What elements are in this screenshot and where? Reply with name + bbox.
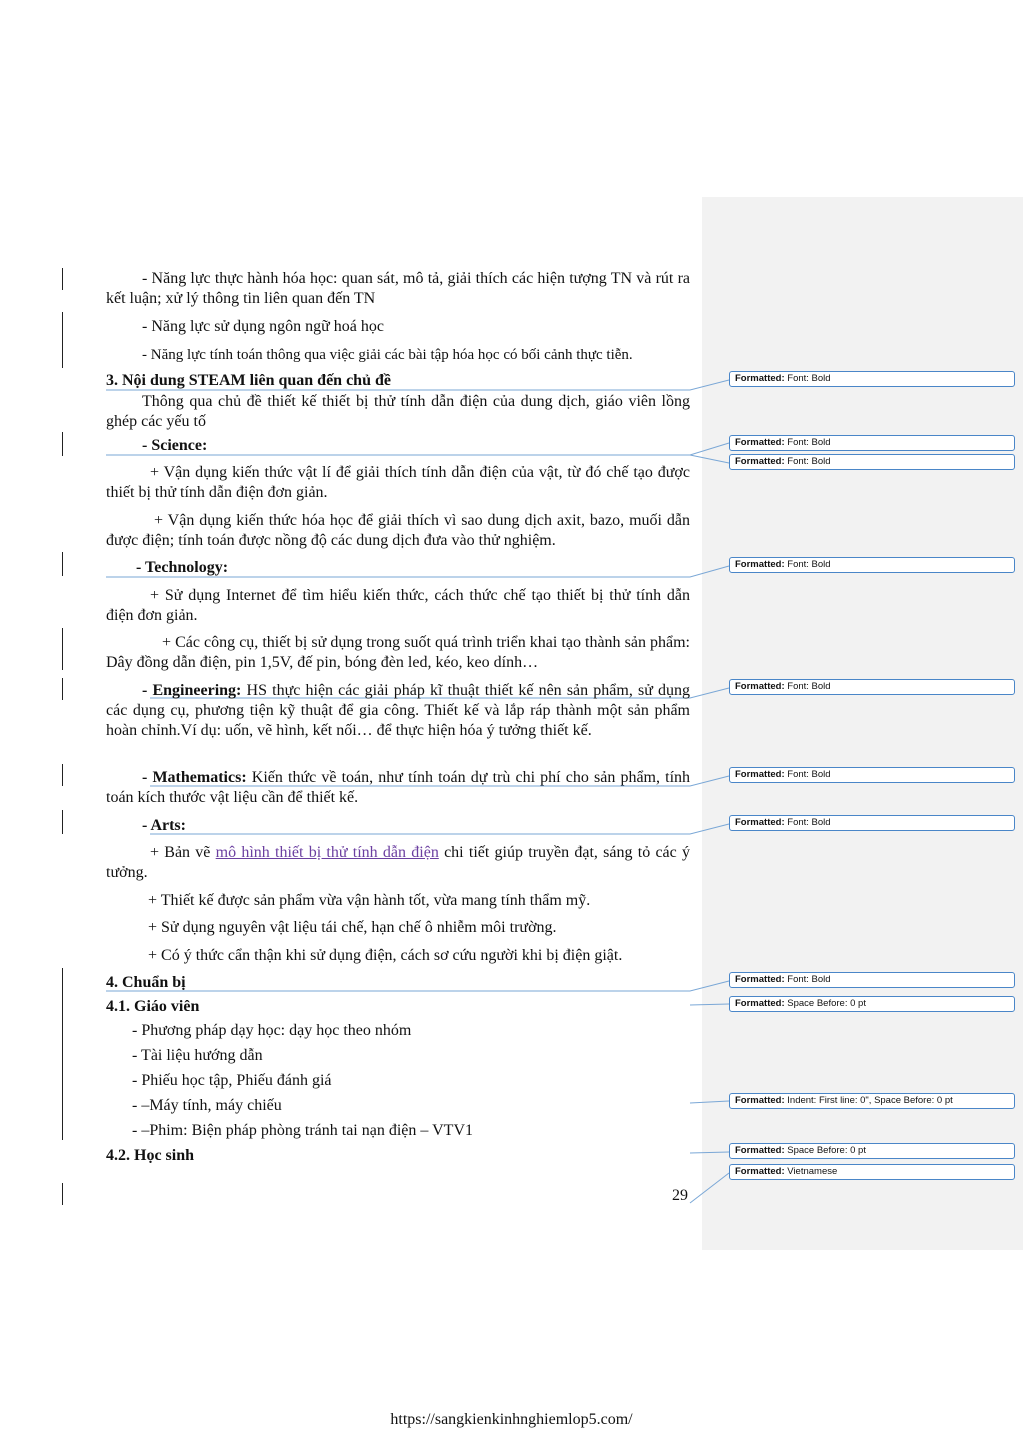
list-item: - Phương pháp dạy học: dạy học theo nhóm xyxy=(132,1022,412,1039)
balloon-value: Font: Bold xyxy=(787,437,831,448)
section-heading: 3. Nội dung STEAM liên quan đến chủ đề xyxy=(106,372,391,389)
paragraph xyxy=(106,843,690,883)
paragraph: + Sử dụng Internet để tìm hiểu kiến thức, cách thức chế tạo thiết bị thử tính dẫn điện đơn giản. xyxy=(106,587,690,624)
balloon-value: Vietnamese xyxy=(787,1166,838,1177)
balloon-label: Formatted: xyxy=(735,769,785,780)
subsection-heading: 4.1. Giáo viên xyxy=(106,998,200,1015)
balloon-value: Font: Bold xyxy=(787,769,831,780)
paragraph: + Thiết kế được sản phẩm vừa vận hành tốt, vừa mang tính thẩm mỹ. xyxy=(148,892,591,909)
arts-item-text: + Bản vẽ xyxy=(150,844,211,861)
format-balloon[interactable] xyxy=(729,815,1015,831)
page-number: 29 xyxy=(672,1187,688,1204)
balloon-label: Formatted: xyxy=(735,1166,785,1177)
mathematics-text: Kiến thức về toán, như tính toán dự trù chi phí cho sản phẩm, tính toán kích thước vật liệu cần để thiết kế. xyxy=(106,769,691,806)
technology-heading: - Technology: xyxy=(136,559,229,576)
list-item: - Tài liệu hướng dẫn xyxy=(132,1047,263,1064)
format-balloon[interactable] xyxy=(729,972,1015,988)
format-balloon[interactable] xyxy=(729,1093,1015,1109)
list-item: - –Máy tính, máy chiếu xyxy=(132,1097,282,1114)
balloon-value: Space Before: 0 pt xyxy=(787,1145,866,1156)
format-balloon[interactable] xyxy=(729,435,1015,451)
subsection-heading: 4.2. Học sinh xyxy=(106,1147,195,1164)
balloon-label: Formatted: xyxy=(735,1145,785,1156)
engineering-paragraph xyxy=(106,681,690,741)
mathematics-paragraph xyxy=(106,768,690,808)
paragraph: - Năng lực sử dụng ngôn ngữ hoá học xyxy=(142,318,384,335)
arts-heading: - Arts: xyxy=(142,817,186,834)
engineering-text: HS thực hiện các giải pháp kĩ thuật thiết kế nên sản phẩm, sử dụng các dụng cụ, phương tiện kỹ thuật để gia công. Thiết kế và lắp ráp thành một sản phẩm hoàn chỉnh.Ví dụ: uốn, vẽ hình, kết nối… để thực hiện hóa ý tưởng thiết kế. xyxy=(106,682,691,739)
paragraph: - Năng lực tính toán thông qua việc giải các bài tập hóa học có bối cảnh thực tiễn. xyxy=(142,347,633,363)
list-item: - Phiếu học tập, Phiếu đánh giá xyxy=(132,1072,332,1089)
balloon-value: Indent: First line: 0", Space Before: 0 pt xyxy=(787,1095,953,1106)
balloon-value: Font: Bold xyxy=(787,817,831,828)
balloon-label: Formatted: xyxy=(735,559,785,570)
balloon-label: Formatted: xyxy=(735,998,785,1009)
balloon-label: Formatted: xyxy=(735,456,785,467)
list-item: - –Phim: Biện pháp phòng tránh tai nạn điện – VTV1 xyxy=(132,1122,473,1139)
format-balloon[interactable] xyxy=(729,557,1015,573)
balloon-value: Font: Bold xyxy=(787,456,831,467)
balloon-label: Formatted: xyxy=(735,437,785,448)
balloon-value: Font: Bold xyxy=(787,373,831,384)
section-heading: 4. Chuẩn bị xyxy=(106,974,186,991)
paragraph: + Vận dụng kiến thức vật lí để giải thích tính dẫn điện của vật, từ đó chế tạo được thiết bị thử tính dẫn điện đơn giản. xyxy=(106,464,690,501)
balloon-value: Font: Bold xyxy=(787,974,831,985)
paragraph: + Có ý thức cẩn thận khi sử dụng điện, cách sơ cứu người khi bị điện giật. xyxy=(148,947,623,964)
science-heading: - Science: xyxy=(142,437,208,454)
balloon-value: Font: Bold xyxy=(787,559,831,570)
balloon-value: Space Before: 0 pt xyxy=(787,998,866,1009)
format-balloon[interactable] xyxy=(729,1143,1015,1159)
engineering-label: - Engineering: xyxy=(142,682,242,699)
arts-item-text: chi tiết giúp truyền đạt, sáng tỏ các ý tưởng. xyxy=(106,844,690,881)
balloon-label: Formatted: xyxy=(735,1095,785,1106)
balloon-label: Formatted: xyxy=(735,373,785,384)
balloon-label: Formatted: xyxy=(735,974,785,985)
format-balloon[interactable] xyxy=(729,679,1015,695)
paragraph: + Các công cụ, thiết bị sử dụng trong suốt quá trình triển khai tạo thành sản phẩm: Dây đồng dẫn điện, pin 1,5V, đế pin, bóng đèn led, kéo, keo dính… xyxy=(106,634,690,671)
format-balloon[interactable] xyxy=(729,454,1015,470)
balloon-label: Formatted: xyxy=(735,681,785,692)
footer-url[interactable]: https://sangkienkinhnghiemlop5.com/ xyxy=(390,1411,633,1428)
format-balloon[interactable] xyxy=(729,1164,1015,1180)
mathematics-label: - Mathematics: xyxy=(142,769,247,786)
format-balloon[interactable] xyxy=(729,767,1015,783)
format-balloon[interactable] xyxy=(729,371,1015,387)
paragraph: + Vận dụng kiến thức hóa học để giải thích vì sao dung dịch axit, bazo, muối dẫn được điện; tính toán được nồng độ các dung dịch đưa vào thử nghiệm. xyxy=(106,512,690,549)
balloon-value: Font: Bold xyxy=(787,681,831,692)
balloon-label: Formatted: xyxy=(735,817,785,828)
paragraph: + Sử dụng nguyên vật liệu tái chế, hạn chế ô nhiễm môi trường. xyxy=(148,919,557,936)
hyperlink[interactable]: mô hình thiết bị thử tính dẫn điện xyxy=(215,844,439,861)
paragraph: Thông qua chủ đề thiết kế thiết bị thử tính dẫn điện của dung dịch, giáo viên lồng ghép các yếu tố xyxy=(106,393,690,430)
paragraph: - Năng lực thực hành hóa học: quan sát, mô tả, giải thích các hiện tượng TN và rút ra kết luận; xử lý thông tin liên quan đến TN xyxy=(106,270,690,307)
format-balloon[interactable] xyxy=(729,996,1015,1012)
